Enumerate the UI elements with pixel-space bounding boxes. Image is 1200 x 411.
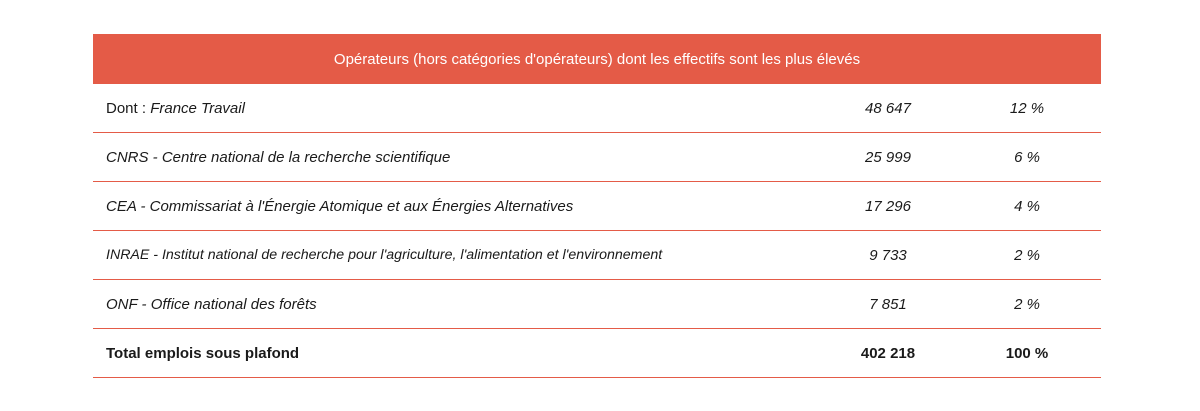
row-prefix: Dont :	[106, 99, 151, 117]
total-value: 402 218	[823, 329, 953, 378]
operators-table-container	[93, 34, 1101, 378]
row-percent: 2 %	[953, 231, 1101, 280]
total-label: Total emplois sous plafond	[93, 329, 823, 378]
row-percent: 12 %	[953, 84, 1101, 133]
row-label: France Travail	[150, 99, 245, 117]
row-label: CNRS - Centre national de la recherche scientifique	[93, 133, 823, 182]
row-label: ONF - Office national des forêts	[93, 280, 823, 329]
row-label: CEA - Commissariat à l'Énergie Atomique et aux Énergies Alternatives	[93, 182, 823, 231]
row-label-cell	[93, 84, 823, 133]
row-label: INRAE - Institut national de recherche pour l'agriculture, l'alimentation et l'environnement	[93, 231, 823, 280]
table-row	[93, 182, 1101, 231]
total-row	[93, 329, 1101, 378]
table-header-row	[93, 34, 1101, 84]
table-row	[93, 133, 1101, 182]
row-value: 17 296	[823, 182, 953, 231]
total-percent: 100 %	[953, 329, 1101, 378]
row-percent: 2 %	[953, 280, 1101, 329]
table-row	[93, 280, 1101, 329]
table-row	[93, 84, 1101, 133]
table-header: Opérateurs (hors catégories d'opérateurs) dont les effectifs sont les plus élevés	[93, 34, 1101, 84]
row-percent: 6 %	[953, 133, 1101, 182]
operators-table	[93, 34, 1101, 378]
table-row	[93, 231, 1101, 280]
row-value: 9 733	[823, 231, 953, 280]
row-value: 7 851	[823, 280, 953, 329]
row-value: 48 647	[823, 84, 953, 133]
row-percent: 4 %	[953, 182, 1101, 231]
row-value: 25 999	[823, 133, 953, 182]
